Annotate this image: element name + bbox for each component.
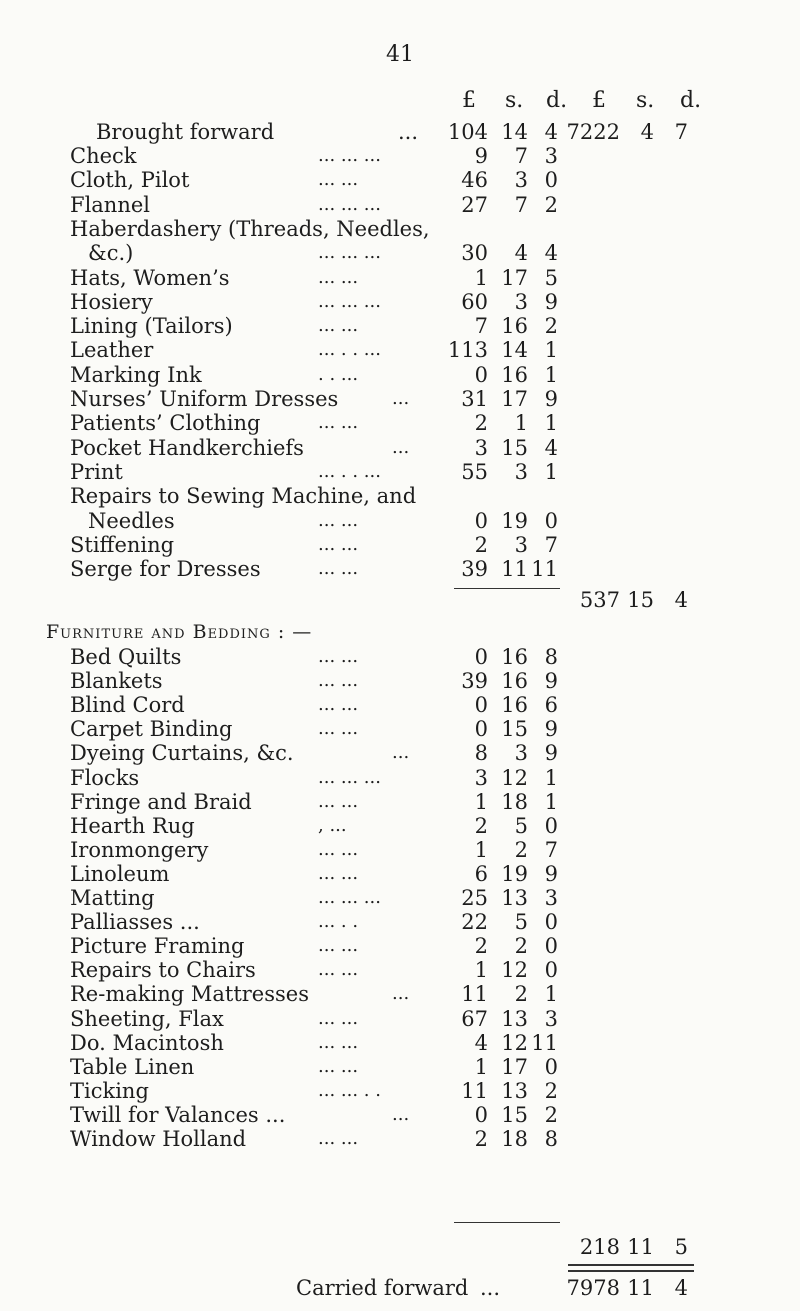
row-label: Fringe and Braid [70, 789, 252, 814]
amount-shillings: 2 [514, 934, 528, 959]
carried-total-pounds: 7978 [566, 1276, 620, 1300]
row-dots: ... ... [318, 1128, 359, 1149]
amount-pence: 9 [544, 717, 558, 742]
row-label: Check [70, 144, 137, 168]
amount-shillings: 3 [514, 532, 528, 557]
amount-shillings: 19 [501, 508, 528, 533]
row-label: Marking Ink [70, 362, 202, 387]
group2-total-row [0, 1233, 800, 1261]
amount-pence: 9 [544, 669, 558, 694]
row-dots: ... ... [318, 935, 359, 957]
amount-pence: 0 [544, 958, 558, 983]
amount-pence: 7 [544, 532, 558, 557]
amount-shillings: 17 [501, 387, 528, 411]
amount-shillings: 5 [514, 813, 528, 838]
amount-shillings: 3 [514, 741, 528, 766]
row-label: Hearth Rug [70, 813, 195, 838]
amount-pounds: 0 [474, 362, 488, 387]
section-heading: Furniture and Bedding : — [46, 621, 313, 643]
amount-shillings: 14 [501, 120, 528, 144]
row-dots: ... [392, 983, 410, 1005]
total-pence: 4 [674, 588, 688, 612]
amount-pounds: 27 [461, 192, 488, 217]
row-dots: ... ... [318, 266, 359, 288]
amount-shillings: 4 [514, 241, 528, 266]
row-label: Brought forward [96, 120, 275, 144]
amount-pounds: 0 [474, 717, 488, 742]
amount-shillings: 15 [501, 717, 528, 742]
amount-pounds: 0 [474, 645, 488, 669]
amount-pence: 1 [544, 789, 558, 814]
amount-pence: 1 [544, 765, 558, 790]
carried-total-pence: 4 [674, 1276, 688, 1300]
amount-pounds: 2 [474, 532, 488, 557]
amount-shillings: 12 [501, 765, 528, 790]
amount-pounds: 2 [474, 813, 488, 838]
row-dots: ... . . ... [318, 339, 381, 361]
amount-pence: 9 [544, 387, 558, 411]
amount-pounds: 0 [474, 693, 488, 718]
row-dots: . . ... [318, 363, 359, 385]
row-dots: ... ... [318, 1055, 359, 1077]
row-dots: ... ... [318, 862, 359, 884]
row-label: Flannel [70, 192, 151, 217]
amount-pence: 11 [531, 557, 558, 582]
amount-pounds: 39 [461, 669, 488, 694]
row-label: Blankets [70, 669, 163, 694]
page-number: 41 [386, 42, 414, 67]
header-shillings: s. [505, 88, 524, 113]
amount-pounds: 104 [447, 120, 488, 144]
amount-shillings: 13 [501, 1006, 528, 1031]
carried-forward-label: Carried forward [296, 1276, 469, 1300]
row-label: Haberdashery (Threads, Needles, [70, 216, 430, 241]
amount-shillings: 13 [501, 1078, 528, 1103]
amount-shillings: 3 [514, 168, 528, 193]
row-dots: ... ... [318, 959, 359, 981]
row-label: Needles [88, 508, 175, 533]
row-dots: ... ... ... [318, 242, 381, 264]
row-dots: ... ... ... [318, 887, 381, 908]
amount-pounds: 1 [474, 837, 488, 862]
row-label: Stiffening [70, 532, 175, 557]
row-dots: ... ... [318, 533, 359, 555]
row-dots: ... [392, 742, 410, 764]
double-rule [568, 1264, 694, 1272]
row-label: Ironmongery [70, 837, 209, 862]
amount-pounds: 6 [474, 861, 488, 886]
amount-shillings: 16 [501, 362, 528, 387]
ledger-row [0, 1125, 800, 1153]
amount-shillings: 17 [501, 265, 528, 290]
row-dots: ... [392, 1103, 410, 1125]
amount-pence: 7 [544, 837, 558, 862]
row-dots: ... ... [318, 315, 359, 337]
row-label: Re-making Mattresses [70, 982, 309, 1007]
row-dots: , ... [318, 814, 347, 836]
row-label: Print [70, 459, 123, 484]
amount-shillings: 14 [501, 338, 528, 363]
row-label: Hosiery [70, 289, 153, 314]
row-dots: ... ... ... [318, 290, 381, 312]
header-pounds: £ [462, 88, 476, 113]
amount-pounds: 0 [474, 1102, 488, 1127]
header-total-pounds: £ [592, 88, 606, 113]
amount-pence: 3 [544, 886, 558, 910]
row-dots: ... ... ... [318, 766, 381, 788]
row-label: Window Holland [70, 1127, 247, 1151]
amount-pounds: 60 [461, 289, 488, 314]
row-dots: ... [392, 388, 410, 409]
amount-pounds: 25 [461, 886, 488, 910]
total-shillings: 15 [627, 588, 654, 612]
amount-pounds: 55 [461, 459, 488, 484]
amount-pence: 2 [544, 1102, 558, 1127]
amount-pence: 1 [544, 982, 558, 1007]
amount-pence: 9 [544, 861, 558, 886]
amount-pounds: 39 [461, 557, 488, 582]
amount-pounds: 7 [474, 314, 488, 339]
group1-total-row [0, 586, 800, 614]
amount-shillings: 11 [501, 557, 528, 582]
row-dots: ... ... [318, 838, 359, 860]
amount-shillings: 5 [514, 910, 528, 935]
total-pounds: 7222 [566, 120, 620, 144]
amount-shillings: 2 [514, 982, 528, 1007]
row-label: Leather [70, 338, 154, 363]
row-label: &c.) [88, 241, 134, 266]
carried-forward-dots: ... [480, 1276, 501, 1300]
row-label: Palliasses ... [70, 910, 200, 935]
row-label: Repairs to Chairs [70, 958, 256, 983]
amount-pounds: 9 [474, 144, 488, 168]
row-dots: ... ... [318, 1031, 359, 1053]
amount-pounds: 2 [474, 934, 488, 959]
row-label: Twill for Valances ... [70, 1102, 286, 1127]
amount-pounds: 11 [461, 1078, 488, 1103]
amount-pence: 0 [544, 813, 558, 838]
amount-shillings: 12 [501, 1030, 528, 1055]
amount-pence: 5 [544, 265, 558, 290]
amount-pence: 0 [544, 934, 558, 959]
amount-pence: 1 [544, 338, 558, 363]
row-label: Cloth, Pilot [70, 168, 190, 193]
row-label: Sheeting, Flax [70, 1006, 224, 1031]
row-dots: ... ... [318, 169, 359, 191]
amount-shillings: 16 [501, 314, 528, 339]
amount-pence: 1 [544, 362, 558, 387]
row-label: Matting [70, 886, 155, 910]
amount-pence: 0 [544, 1054, 558, 1079]
amount-pence: 2 [544, 1078, 558, 1103]
amount-pounds: 1 [474, 1054, 488, 1079]
amount-pounds: 46 [461, 168, 488, 193]
amount-pence: 1 [544, 459, 558, 484]
row-dots: ... ... [318, 670, 359, 692]
amount-pence: 0 [544, 508, 558, 533]
amount-shillings: 18 [501, 1127, 528, 1151]
amount-pounds: 2 [474, 411, 488, 436]
total-shillings: 4 [640, 120, 654, 144]
row-dots: ... ... ... [318, 193, 381, 215]
carried-total-shillings: 11 [627, 1276, 654, 1300]
amount-shillings: 3 [514, 459, 528, 484]
amount-shillings: 2 [514, 837, 528, 862]
row-dots: ... [398, 120, 419, 144]
amount-pence: 0 [544, 910, 558, 935]
row-label: Do. Macintosh [70, 1030, 224, 1055]
amount-shillings: 7 [514, 192, 528, 217]
row-dots: ... ... ... [318, 145, 381, 166]
amount-pence: 3 [544, 144, 558, 168]
amount-shillings: 1 [514, 411, 528, 436]
amount-pounds: 3 [474, 765, 488, 790]
amount-shillings: 18 [501, 789, 528, 814]
row-dots: ... ... [318, 558, 359, 580]
amount-pounds: 8 [474, 741, 488, 766]
header-pence: d. [546, 88, 568, 113]
ledger-row [0, 555, 800, 583]
amount-pounds: 67 [461, 1006, 488, 1031]
amount-pence: 8 [544, 1127, 558, 1151]
amount-pounds: 4 [474, 1030, 488, 1055]
row-label: Nurses’ Uniform Dresses [70, 387, 339, 411]
amount-pounds: 1 [474, 789, 488, 814]
row-dots: ... ... [318, 1007, 359, 1029]
amount-pounds: 0 [474, 508, 488, 533]
amount-pounds: 11 [461, 982, 488, 1007]
amount-pounds: 2 [474, 1127, 488, 1151]
total-pounds: 537 [579, 588, 620, 612]
amount-shillings: 15 [501, 1102, 528, 1127]
amount-pence: 4 [544, 241, 558, 266]
amount-shillings: 12 [501, 958, 528, 983]
row-label: Hats, Women’s [70, 265, 230, 290]
row-dots: ... ... [318, 412, 359, 434]
amount-pence: 2 [544, 192, 558, 217]
amount-pounds: 22 [461, 910, 488, 935]
amount-pounds: 31 [461, 387, 488, 411]
row-dots: ... ... [318, 694, 359, 716]
row-label: Pocket Handkerchiefs [70, 435, 304, 460]
amount-pence: 8 [544, 645, 558, 669]
row-label: Ticking [70, 1078, 149, 1103]
amount-shillings: 16 [501, 669, 528, 694]
row-label: Picture Framing [70, 934, 245, 959]
amount-pounds: 113 [447, 338, 488, 363]
amount-shillings: 19 [501, 861, 528, 886]
row-dots: ... ... . . [318, 1079, 381, 1101]
total-pence: 5 [674, 1235, 688, 1259]
row-label: Blind Cord [70, 693, 185, 718]
total-pounds: 218 [579, 1235, 620, 1259]
amount-pence: 3 [544, 1006, 558, 1031]
amount-pounds: 1 [474, 958, 488, 983]
row-label: Patients’ Clothing [70, 411, 261, 436]
amount-shillings: 13 [501, 886, 528, 910]
row-label: Repairs to Sewing Machine, and [70, 484, 417, 509]
row-dots: ... ... [318, 509, 359, 531]
row-dots: ... ... [318, 790, 359, 812]
header-total-shillings: s. [636, 88, 655, 113]
row-label: Serge for Dresses [70, 557, 261, 582]
amount-pence: 1 [544, 411, 558, 436]
amount-pence: 0 [544, 168, 558, 193]
row-dots: ... . . [318, 911, 359, 933]
amount-pence: 9 [544, 289, 558, 314]
row-label: Linoleum [70, 861, 170, 886]
amount-shillings: 16 [501, 645, 528, 669]
row-dots: ... [392, 436, 410, 458]
header-total-pence: d. [680, 88, 702, 113]
row-label: Dyeing Curtains, &c. [70, 741, 294, 766]
total-shillings: 11 [627, 1235, 654, 1259]
amount-shillings: 3 [514, 289, 528, 314]
amount-pounds: 3 [474, 435, 488, 460]
row-label: Carpet Binding [70, 717, 233, 742]
row-dots: ... . . ... [318, 460, 381, 482]
row-label: Lining (Tailors) [70, 314, 233, 339]
row-dots: ... ... [318, 718, 359, 740]
amount-shillings: 15 [501, 435, 528, 460]
subtotal-rule [454, 1222, 560, 1223]
amount-pence: 11 [531, 1030, 558, 1055]
amount-pence: 4 [544, 435, 558, 460]
row-label: Table Linen [70, 1054, 195, 1079]
row-dots: ... ... [318, 646, 359, 667]
row-label: Flocks [70, 765, 140, 790]
amount-pence: 9 [544, 741, 558, 766]
total-pence: 7 [674, 120, 688, 144]
amount-pence: 2 [544, 314, 558, 339]
amount-shillings: 16 [501, 693, 528, 718]
amount-pounds: 30 [461, 241, 488, 266]
amount-shillings: 7 [514, 144, 528, 168]
row-label: Bed Quilts [70, 645, 182, 669]
amount-pence: 6 [544, 693, 558, 718]
amount-shillings: 17 [501, 1054, 528, 1079]
amount-pence: 4 [544, 120, 558, 144]
amount-pounds: 1 [474, 265, 488, 290]
